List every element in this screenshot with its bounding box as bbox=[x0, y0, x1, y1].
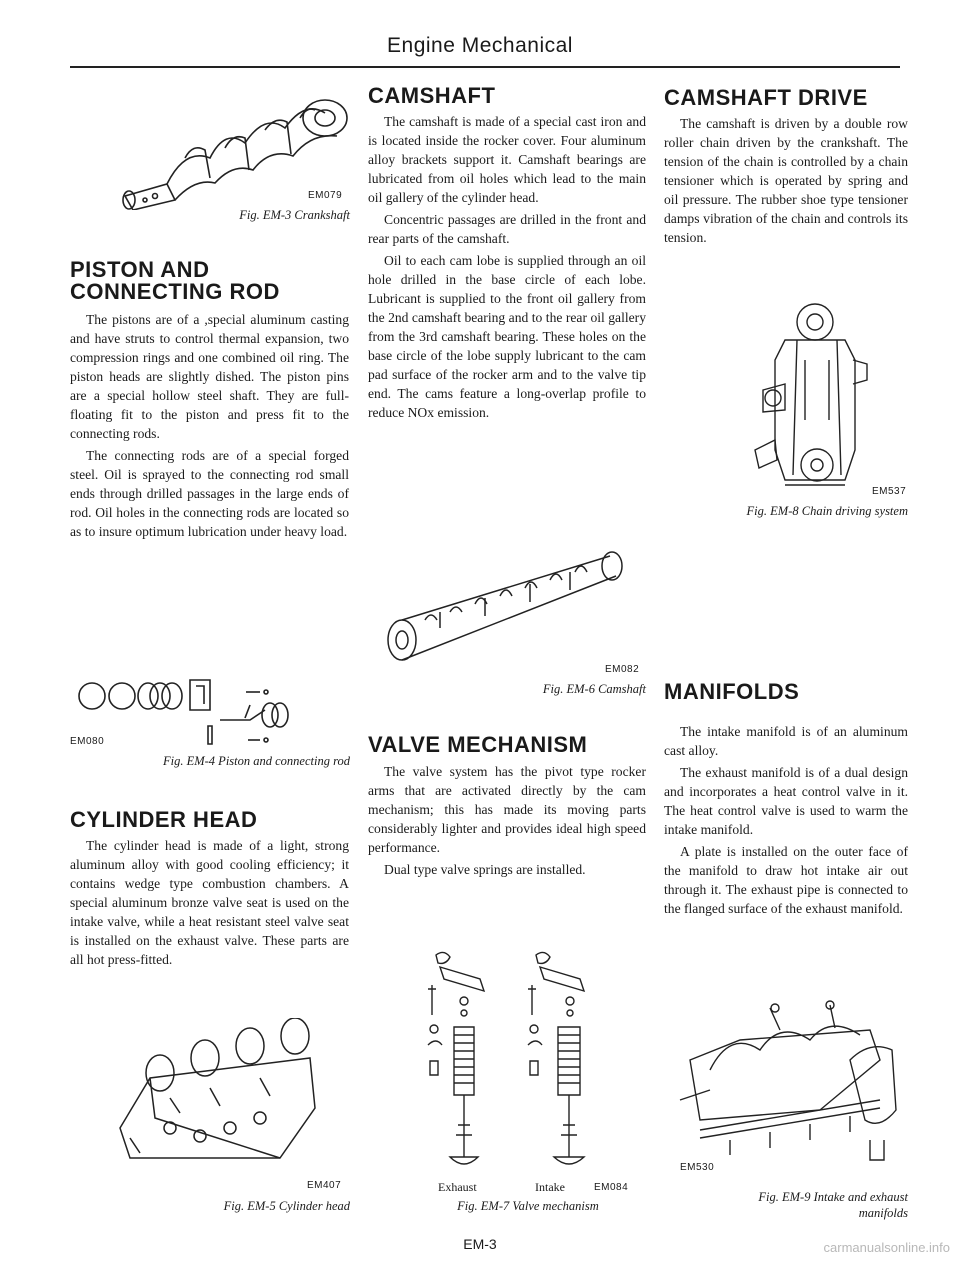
camshaft-heading: CAMSHAFT bbox=[368, 83, 496, 108]
camshaft-drive-paragraph-1: The camshaft is driven by a double row roller chain driven by the crankshaft. The tension of the chain is controlled by a chain tensioner which is operated by spring and oil pressure. The rubber shoe type tensioner damps vibration of the chain and controls its tension. bbox=[664, 116, 908, 245]
fig6-caption: Fig. EM-6 Camshaft bbox=[542, 682, 646, 696]
piston-body bbox=[70, 310, 349, 544]
fig9-caption-line1: Fig. EM-9 Intake and exhaust bbox=[758, 1190, 908, 1204]
header-rule bbox=[70, 66, 900, 68]
camshaft-paragraph-2: Concentric passages are drilled in the front and rear parts of the camshaft. bbox=[368, 212, 646, 246]
manifolds-heading: MANIFOLDS bbox=[664, 679, 800, 704]
cylinder-head-body bbox=[70, 836, 349, 972]
fig7-label-intake: Intake bbox=[535, 1180, 565, 1194]
cylinder-head-illustration bbox=[110, 1018, 330, 1168]
fig7-caption: Fig. EM-7 Valve mechanism bbox=[457, 1199, 599, 1213]
manifolds-body bbox=[664, 722, 908, 921]
piston-paragraph-1: The pistons are of a ,special aluminum casting and have struts to control thermal expansion, two compression rings and one combined oil ring. The piston heads are slightly dished. The piston pins are a special hollow steel shaft. They are full-floating fit to the piston and press fit to the connecting rods. bbox=[70, 312, 349, 441]
manifolds-paragraph-2: The exhaust manifold is of a dual design and incorporates a heat control valve in it. The heat control valve is used to warm the intake manifold. bbox=[664, 765, 908, 837]
camshaft-illustration bbox=[380, 536, 640, 666]
valve-mechanism-body bbox=[368, 762, 646, 882]
fig8-caption: Fig. EM-8 Chain driving system bbox=[746, 504, 908, 518]
fig4-code: EM080 bbox=[70, 736, 105, 747]
manifolds-illustration bbox=[670, 1000, 910, 1170]
valve-paragraph-1: The valve system has the pivot type rocker arms that are activated directly by the cam mechanism; this has made its moving parts considerably lighter and provides ideal high speed performance. bbox=[368, 764, 646, 855]
camshaft-drive-heading: CAMSHAFT DRIVE bbox=[664, 85, 868, 110]
fig9-caption-line2: manifolds bbox=[858, 1206, 908, 1220]
page-number: EM-3 bbox=[463, 1236, 497, 1252]
chain-drive-illustration bbox=[745, 300, 895, 500]
piston-paragraph-2: The connecting rods are of a special forged steel. Oil is sprayed to the connecting rod small ends through drilled passages in the large ends of rod. Oil holes in the connecting rods are located so as to insure optimum lubrication under heavy load. bbox=[70, 448, 349, 539]
fig5-caption: Fig. EM-5 Cylinder head bbox=[223, 1199, 350, 1213]
camshaft-paragraph-1: The camshaft is made of a special cast iron and is located inside the rocker cover. Four aluminum alloy brackets support it. Camshaft bearings are lubricated from oil holes which lead to the main oil gallery of the cylinder head. bbox=[368, 114, 646, 205]
cylinder-head-heading: CYLINDER HEAD bbox=[70, 807, 258, 832]
page-header-title: Engine Mechanical bbox=[387, 34, 573, 57]
fig8-code: EM537 bbox=[872, 486, 907, 497]
fig4-caption: Fig. EM-4 Piston and connecting rod bbox=[162, 754, 350, 768]
fig6-code: EM082 bbox=[605, 664, 640, 675]
fig7-code: EM084 bbox=[594, 1182, 629, 1193]
valve-paragraph-2: Dual type valve springs are installed. bbox=[384, 862, 586, 877]
piston-heading-line2: CONNECTING ROD bbox=[70, 279, 280, 304]
fig3-code: EM079 bbox=[308, 190, 343, 201]
camshaft-drive-body bbox=[664, 114, 908, 250]
piston-heading-line1: PISTON AND bbox=[70, 257, 210, 282]
camshaft-paragraph-3: Oil to each cam lobe is supplied through an oil hole drilled in the base circle of each lobe. Lubricant is supplied to the front oil gallery from the 2nd camshaft bearing and to the rear oil gallery from the 3rd camshaft bearing. These holes on the base circle of the lobe supply lubricant to the cam pad surface of the rocker arm and to the valve tip end. The cams feature a long-overlap profile to reduce NOx emission. bbox=[368, 253, 646, 420]
fig5-code: EM407 bbox=[307, 1180, 342, 1191]
valve-mechanism-heading: VALVE MECHANISM bbox=[368, 732, 588, 757]
manifolds-paragraph-1: The intake manifold is of an aluminum cast alloy. bbox=[664, 724, 908, 758]
piston-connecting-rod-illustration bbox=[70, 670, 350, 750]
watermark: carmanualsonline.info bbox=[823, 1240, 950, 1255]
fig3-caption: Fig. EM-3 Crankshaft bbox=[239, 208, 350, 222]
camshaft-body bbox=[368, 112, 646, 425]
valve-mechanism-illustration bbox=[420, 945, 620, 1175]
fig7-label-exhaust: Exhaust bbox=[438, 1180, 477, 1194]
cylinder-head-paragraph-1: The cylinder head is made of a light, strong aluminum alloy with good cooling efficiency; it contains wedge type combustion chambers. A special aluminum bronze valve seat is used on the intake valve, while a heat resistant steel valve seat is installed on the exhaust valve. These parts are all hot press-fitted. bbox=[70, 838, 349, 967]
fig9-code: EM530 bbox=[680, 1162, 715, 1173]
manifolds-paragraph-3: A plate is installed on the outer face of the manifold to draw hot intake air out through it. The exhaust pipe is connected to the flanged surface of the exhaust manifold. bbox=[664, 844, 908, 916]
